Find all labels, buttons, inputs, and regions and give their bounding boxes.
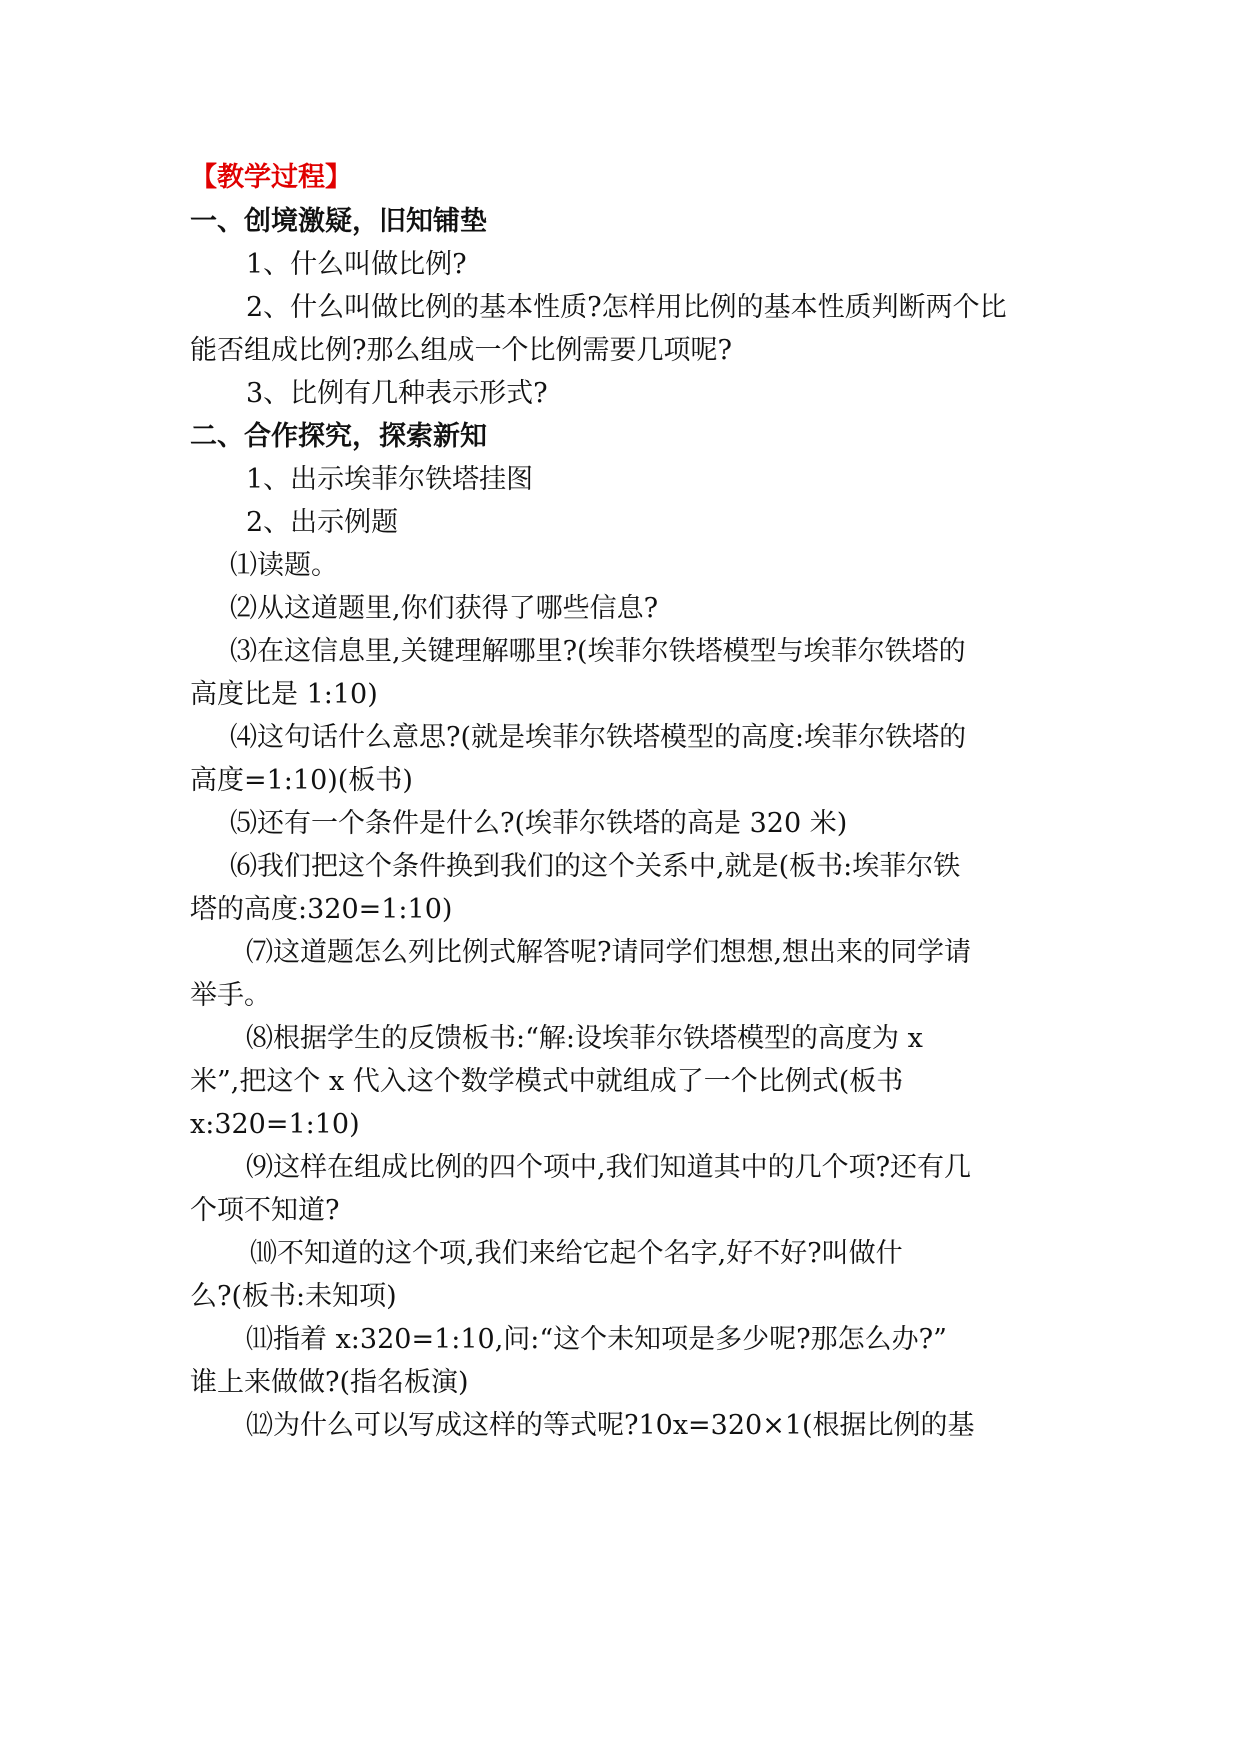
step-6-cont: 塔的高度:320=1:10) <box>190 894 453 925</box>
section2-heading: 二、合作探究，探索新知 <box>190 421 487 452</box>
section1-question-2-cont: 能否组成比例?那么组成一个比例需要几项呢? <box>190 335 732 366</box>
step-7: ⑺这道题怎么列比例式解答呢?请同学们想想,想出来的同学请 <box>246 937 972 968</box>
step-5: ⑸还有一个条件是什么?(埃菲尔铁塔的高是 320 米) <box>230 808 848 839</box>
step-3-cont: 高度比是 1:10) <box>190 679 378 710</box>
step-12: ⑿为什么可以写成这样的等式呢?10x=320×1(根据比例的基 <box>246 1410 975 1441</box>
step-11: ⑾指着 x:320=1:10,问:“这个未知项是多少呢?那怎么办?” <box>246 1324 947 1355</box>
step-8-cont: 米”,把这个 x 代入这个数学模式中就组成了一个比例式(板书 <box>190 1066 904 1097</box>
step-1: ⑴读题。 <box>230 550 338 581</box>
section1-question-3: 3、比例有几种表示形式? <box>246 378 548 409</box>
section1-question-1: 1、什么叫做比例? <box>246 249 467 280</box>
step-3: ⑶在这信息里,关键理解哪里?(埃菲尔铁塔模型与埃菲尔铁塔的 <box>230 636 966 667</box>
step-9-cont: 个项不知道? <box>190 1195 340 1226</box>
step-4-cont: 高度=1:10)(板书) <box>190 765 413 796</box>
section2-item-2: 2、出示例题 <box>246 507 399 538</box>
step-8: ⑻根据学生的反馈板书:“解:设埃菲尔铁塔模型的高度为 x <box>246 1023 923 1054</box>
section1-heading: 一、创境激疑，旧知铺垫 <box>190 206 487 237</box>
step-10-cont: 么?(板书:未知项) <box>190 1281 397 1312</box>
step-11-cont: 谁上来做做?(指名板演) <box>190 1367 469 1398</box>
lesson-title: 【教学过程】 <box>190 162 352 193</box>
step-10: ⑽不知道的这个项,我们来给它起个名字,好不好?叫做什 <box>250 1238 903 1269</box>
step-4: ⑷这句话什么意思?(就是埃菲尔铁塔模型的高度:埃菲尔铁塔的 <box>230 722 967 753</box>
step-7-cont: 举手。 <box>190 980 271 1011</box>
step-9: ⑼这样在组成比例的四个项中,我们知道其中的几个项?还有几 <box>246 1152 972 1183</box>
section2-item-1: 1、出示埃菲尔铁塔挂图 <box>246 464 534 495</box>
section1-question-2: 2、什么叫做比例的基本性质?怎样用比例的基本性质判断两个比 <box>246 292 1007 323</box>
step-6: ⑹我们把这个条件换到我们的这个关系中,就是(板书:埃菲尔铁 <box>230 851 961 882</box>
step-8-cont-2: x:320=1:10) <box>190 1109 360 1140</box>
step-2: ⑵从这道题里,你们获得了哪些信息? <box>230 593 659 624</box>
